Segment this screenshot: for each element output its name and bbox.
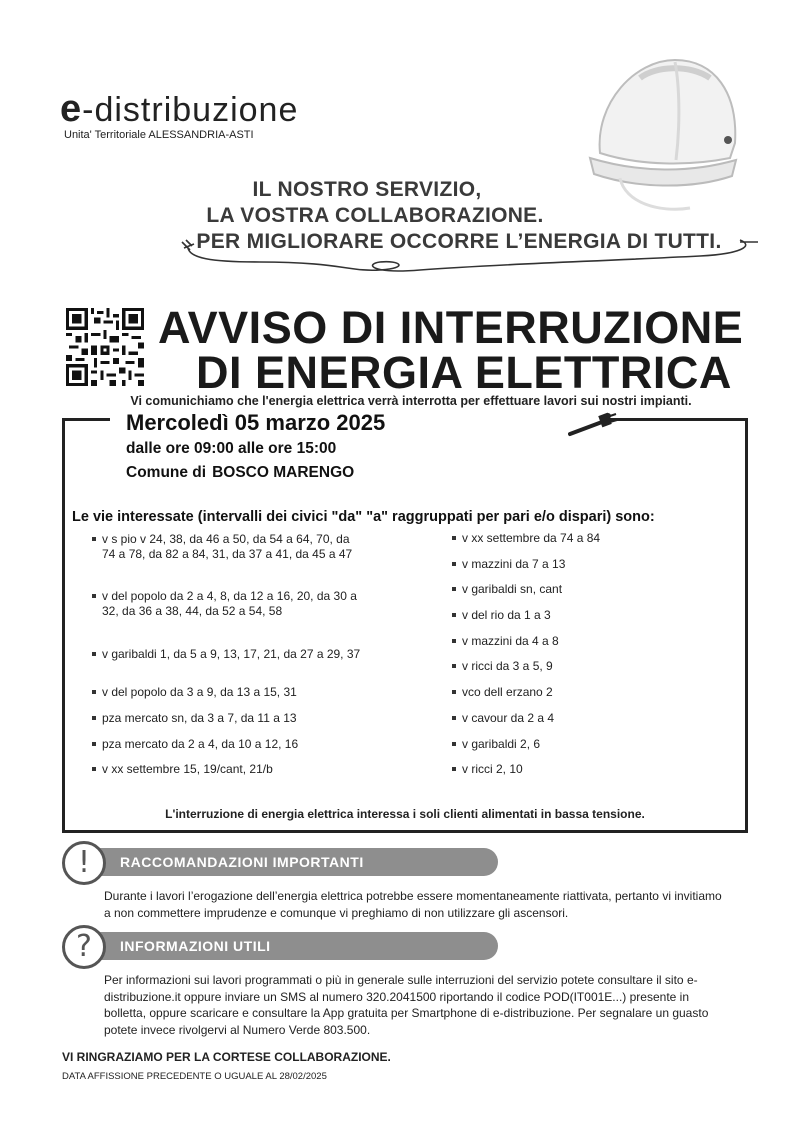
logo-letter-e: e: [60, 88, 83, 130]
notice-title-line-1: AVVISO DI INTERRUZIONE: [158, 302, 744, 353]
municipality: [126, 464, 354, 482]
interruption-hours: dalle ore 09:00 alle ore 15:00: [126, 440, 337, 457]
logo-wordmark: -distribuzione: [82, 91, 299, 129]
box-top-border-left: [62, 418, 110, 421]
thanks-text: VI RINGRAZIAMO PER LA CORTESE COLLABORAZIONE.: [62, 1050, 391, 1064]
qr-code[interactable]: [66, 308, 144, 386]
interruption-date: Mercoledì 05 marzo 2025: [126, 410, 386, 435]
power-cable-icon: [180, 232, 760, 280]
municipality-label: Comune di: [126, 464, 207, 481]
low-voltage-note: L'interruzione di energia elettrica interessa i soli clienti alimentati in bassa tensione.: [165, 807, 645, 821]
notice-intro: Vi comunichiamo che l'energia elettrica verrà interrotta per effettuare lavori sui nostri impianti.: [130, 394, 692, 408]
slogan-line-3: PER MIGLIORARE OCCORRE L’ENERGIA DI TUTTI.: [196, 230, 722, 253]
slogan-line-2: LA VOSTRA COLLABORAZIONE.: [206, 204, 544, 227]
recommendations-banner: RACCOMANDAZIONI IMPORTANTI: [96, 848, 498, 876]
info-banner: INFORMAZIONI UTILI: [96, 932, 498, 960]
recommendations-text: Durante i lavori l’erogazione dell’energia elettrica potrebbe essere momentaneamente riattivata, pertanto vi invitiamo a non commettere imprudenze e comunque vi preghiamo di non utilizzare gli ascensori.: [104, 889, 722, 920]
streets-heading: Le vie interessate (intervalli dei civici "da" "a" raggruppati per pari e/o dispari) sono:: [72, 509, 655, 525]
notice-title-line-2: DI ENERGIA ELETTRICA: [196, 347, 732, 398]
territorial-unit: Unita' Territoriale ALESSANDRIA-ASTI: [64, 129, 254, 141]
posting-date: DATA AFFISSIONE PRECEDENTE O UGUALE AL 28/02/2025: [62, 1071, 327, 1082]
plug-icon: [568, 406, 644, 440]
warning-icon: !: [62, 841, 106, 885]
brand-logo: [60, 88, 298, 131]
question-icon: ?: [62, 925, 106, 969]
slogan-line-1: IL NOSTRO SERVIZIO,: [252, 178, 482, 201]
info-text: Per informazioni sui lavori programmati o più in generale sulle interruzioni del servizio potete consultare il sito e-distribuzione.it oppure inviare un SMS al numero 320.2041500 riportando il codice POD(IT001E...) presente in bolletta, oppure scaricare e consultare la App gratuita per Smartphone di e-distribuzione. Per segnalare un guasto potete invece rivolgervi al Numero Verde 803.500.: [104, 973, 709, 1037]
municipality-name: BOSCO MARENGO: [212, 464, 355, 481]
